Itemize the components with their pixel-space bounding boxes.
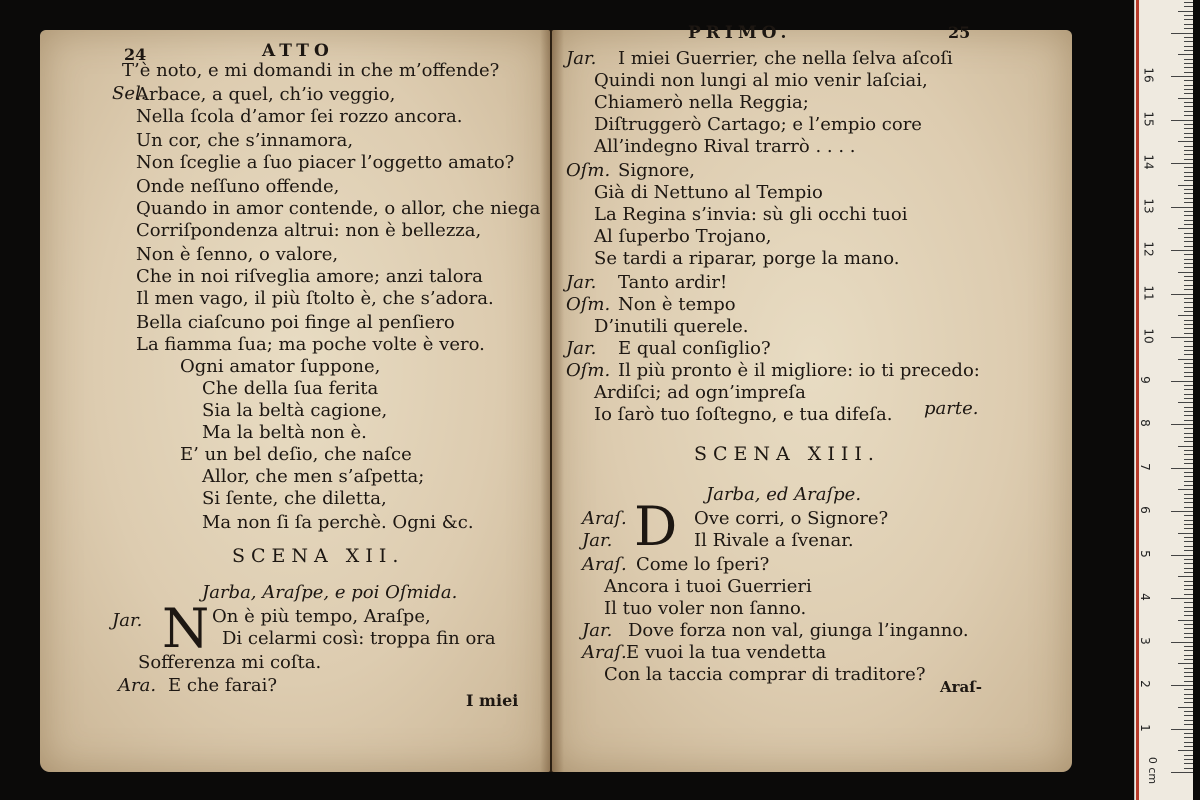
ruler-tick xyxy=(1184,2,1193,3)
ruler-tick xyxy=(1178,315,1193,316)
left-running-head: ATTO xyxy=(262,41,334,61)
ruler-tick xyxy=(1178,446,1193,447)
ruler-tick xyxy=(1184,50,1193,51)
ruler-tick xyxy=(1184,659,1193,660)
ruler-tick xyxy=(1184,220,1193,221)
ruler-number: 7 xyxy=(1137,462,1152,471)
ruler-tick xyxy=(1184,385,1193,386)
ruler-number: 8 xyxy=(1137,419,1152,427)
ruler-tick xyxy=(1184,341,1193,342)
dialogue-line: E qual conſiglio? xyxy=(618,338,771,359)
ruler-tick xyxy=(1184,254,1193,255)
dialogue-line: Già di Nettuno al Tempio xyxy=(594,182,823,203)
ruler-tick xyxy=(1184,711,1193,712)
ruler-tick xyxy=(1184,681,1193,682)
dialogue-line: Non è tempo xyxy=(618,294,736,315)
ruler-tick xyxy=(1171,120,1193,121)
ruler-number: 5 xyxy=(1137,549,1152,558)
ruler-tick xyxy=(1184,689,1193,690)
ruler-tick xyxy=(1178,185,1193,186)
ruler-tick xyxy=(1184,650,1193,651)
ruler-tick xyxy=(1184,46,1193,47)
ruler-tick xyxy=(1184,589,1193,590)
ruler-tick xyxy=(1178,141,1193,142)
ruler-tick xyxy=(1184,454,1193,455)
right-running-head: PRIMO. xyxy=(688,23,792,43)
ruler-tick xyxy=(1184,472,1193,473)
left-catchword: I miei xyxy=(466,691,519,710)
speaker-label: Jar. xyxy=(566,338,597,359)
ruler-tick xyxy=(1184,154,1193,155)
ruler-tick xyxy=(1184,263,1193,264)
ruler-tick xyxy=(1184,363,1193,364)
ruler-tick xyxy=(1171,468,1193,469)
ruler-tick xyxy=(1184,15,1193,16)
measurement-ruler xyxy=(1134,0,1193,800)
ruler-tick xyxy=(1184,633,1193,634)
ruler-tick xyxy=(1184,672,1193,673)
ruler-number: 0 cm xyxy=(1146,756,1160,785)
verse-line: Ma non ſi ſa perchè. Ogni &c. xyxy=(202,512,474,533)
ruler-tick xyxy=(1184,655,1193,656)
ruler-tick xyxy=(1184,19,1193,20)
speaker-jar: Jar. xyxy=(112,610,143,631)
ruler-tick xyxy=(1178,750,1193,751)
ruler-tick xyxy=(1184,124,1193,125)
ruler-tick xyxy=(1184,624,1193,625)
dialogue-line: Il tuo voler non ſanno. xyxy=(604,598,807,619)
verse-line: T’è noto, e mi domandi in che m’offende? xyxy=(122,60,500,81)
speaker-label: Oſm. xyxy=(566,360,611,381)
ruler-number: 16 xyxy=(1141,67,1156,83)
ruler-tick xyxy=(1171,337,1193,338)
ruler-tick xyxy=(1178,402,1193,403)
ruler-number: 13 xyxy=(1141,197,1156,214)
ruler-tick xyxy=(1171,642,1193,643)
ruler-tick xyxy=(1184,137,1193,138)
ruler-tick xyxy=(1184,115,1193,116)
ruler-tick xyxy=(1171,511,1193,512)
ruler-number: 6 xyxy=(1137,506,1152,514)
ruler-tick xyxy=(1184,89,1193,90)
speaker-label: Araſ. xyxy=(582,508,627,529)
dialogue-line: All’indegno Rival trarrò . . . . xyxy=(594,136,856,157)
ruler-tick xyxy=(1184,302,1193,303)
scene-xiii-title: SCENA XIII. xyxy=(694,443,880,465)
dialogue-line: Con la taccia comprar di traditore? xyxy=(604,664,926,685)
dialogue-line: Se tardi a riparar, porge la mano. xyxy=(594,248,900,269)
verse-line: Non ſceglie a ſuo piacer l’oggetto amato? xyxy=(136,152,515,173)
verse-line: Nella ſcola d’amor ſei rozzo ancora. xyxy=(136,106,463,127)
ruler-tick xyxy=(1184,546,1193,547)
ruler-tick xyxy=(1184,585,1193,586)
ruler-tick xyxy=(1184,581,1193,582)
ruler-tick xyxy=(1184,520,1193,521)
ruler-tick xyxy=(1184,602,1193,603)
ruler-tick xyxy=(1184,280,1193,281)
speaker-label: Jar. xyxy=(566,48,597,69)
ruler-tick xyxy=(1178,272,1193,273)
dialogue-line: Signore, xyxy=(618,160,696,181)
ruler-tick xyxy=(1184,150,1193,151)
ruler-tick xyxy=(1184,476,1193,477)
jar-line-3: Sofferenza mi coſta. xyxy=(138,652,322,673)
ruler-tick xyxy=(1184,646,1193,647)
ruler-tick xyxy=(1184,450,1193,451)
ruler-tick xyxy=(1184,494,1193,495)
ruler-tick xyxy=(1171,76,1193,77)
ruler-tick xyxy=(1184,202,1193,203)
ruler-tick xyxy=(1184,550,1193,551)
dialogue-line: Come lo ſperi? xyxy=(636,554,770,575)
verse-line: Che in noi riſveglia amore; anzi talora xyxy=(136,266,483,287)
ruler-number: 2 xyxy=(1137,680,1152,688)
scene-xii-title: SCENA XII. xyxy=(232,545,405,567)
ruler-tick xyxy=(1184,24,1193,25)
ruler-number: 10 xyxy=(1141,328,1156,344)
ruler-tick xyxy=(1184,733,1193,734)
ruler-tick xyxy=(1184,485,1193,486)
ruler-tick xyxy=(1184,481,1193,482)
verse-line: Sia la beltà cagione, xyxy=(202,400,388,421)
ruler-tick xyxy=(1184,559,1193,560)
ruler-tick xyxy=(1178,576,1193,577)
ruler-tick xyxy=(1184,320,1193,321)
ruler-tick xyxy=(1184,276,1193,277)
ruler-tick xyxy=(1184,189,1193,190)
verse-line: Si ſente, che diletta, xyxy=(202,488,387,509)
ruler-tick xyxy=(1184,367,1193,368)
ruler-tick xyxy=(1178,533,1193,534)
ruler-tick xyxy=(1178,11,1193,12)
ruler-tick xyxy=(1184,6,1193,7)
dialogue-line: Ove corri, o Signore? xyxy=(694,508,889,529)
ruler-tick xyxy=(1184,41,1193,42)
ruler-tick xyxy=(1178,98,1193,99)
ruler-number: 9 xyxy=(1137,375,1152,384)
ruler-tick xyxy=(1184,389,1193,390)
speaker-label: Araſ. xyxy=(582,642,627,663)
ruler-tick xyxy=(1184,498,1193,499)
ruler-tick xyxy=(1184,394,1193,395)
ruler-tick xyxy=(1184,93,1193,94)
ruler-tick xyxy=(1184,463,1193,464)
verse-line: E’ un bel deſio, che naſce xyxy=(180,444,412,465)
ruler-tick xyxy=(1178,489,1193,490)
ruler-tick xyxy=(1184,350,1193,351)
verse-line: Bella ciaſcuno poi finge al penſiero xyxy=(136,312,455,333)
verse-line: Ogni amator ſuppone, xyxy=(180,356,381,377)
ruler-tick xyxy=(1184,106,1193,107)
ruler-tick xyxy=(1184,80,1193,81)
ruler-tick xyxy=(1184,85,1193,86)
ruler-tick xyxy=(1184,211,1193,212)
ruler-tick xyxy=(1184,420,1193,421)
dialogue-line: I miei Guerrier, che nella ſelva aſcoſi xyxy=(618,48,953,69)
ruler-tick xyxy=(1184,72,1193,73)
ruler-tick xyxy=(1184,407,1193,408)
dialogue-line: Diſtruggerò Cartago; e l’empio core xyxy=(594,114,922,135)
dialogue-line: Ancora i tuoi Guerrieri xyxy=(604,576,812,597)
ruler-tick xyxy=(1184,215,1193,216)
ruler-tick xyxy=(1184,607,1193,608)
dialogue-line: D’inutili querele. xyxy=(594,316,749,337)
ruler-tick xyxy=(1184,668,1193,669)
ruler-tick xyxy=(1184,698,1193,699)
ruler-tick xyxy=(1184,267,1193,268)
ruler-tick xyxy=(1184,311,1193,312)
ruler-number: 3 xyxy=(1137,636,1152,645)
ruler-tick xyxy=(1184,628,1193,629)
verse-line: Arbace, a quel, ch’io veggio, xyxy=(136,84,396,105)
ruler-tick xyxy=(1184,246,1193,247)
right-page-number: 25 xyxy=(948,23,971,42)
ruler-tick xyxy=(1184,237,1193,238)
speaker-label: Jar. xyxy=(582,530,613,551)
dialogue-line: Chiamerò nella Reggia; xyxy=(594,92,809,113)
book-gutter xyxy=(540,30,564,772)
ruler-tick xyxy=(1184,198,1193,199)
ruler-tick xyxy=(1171,598,1193,599)
ruler-tick xyxy=(1184,37,1193,38)
speaker-label: Oſm. xyxy=(566,160,611,181)
ruler-tick xyxy=(1184,502,1193,503)
ruler-tick xyxy=(1184,128,1193,129)
speaker-label: Jar. xyxy=(566,272,597,293)
ruler-tick xyxy=(1171,685,1193,686)
verse-line: Che della ſua ferita xyxy=(202,378,379,399)
speaker-ara: Ara. xyxy=(118,675,157,696)
ruler-tick xyxy=(1171,250,1193,251)
ruler-tick xyxy=(1184,720,1193,721)
ruler-tick xyxy=(1178,359,1193,360)
dialogue-line: Al ſuperbo Trojano, xyxy=(594,226,772,247)
ruler-tick xyxy=(1184,528,1193,529)
ruler-tick xyxy=(1178,54,1193,55)
scene-xiii-cast: Jarba, ed Araſpe. xyxy=(706,484,862,505)
ruler-tick xyxy=(1184,437,1193,438)
ruler-tick xyxy=(1184,146,1193,147)
ruler-tick xyxy=(1184,159,1193,160)
ruler-tick xyxy=(1184,111,1193,112)
ruler-tick xyxy=(1184,515,1193,516)
verse-line: Ma la beltà non è. xyxy=(202,422,367,443)
ruler-tick xyxy=(1184,755,1193,756)
ruler-tick xyxy=(1184,102,1193,103)
ruler-tick xyxy=(1184,307,1193,308)
ruler-tick xyxy=(1184,354,1193,355)
ruler-tick xyxy=(1184,563,1193,564)
ruler-tick xyxy=(1184,524,1193,525)
dialogue-line: Quindi non lungi al mio venir laſciai, xyxy=(594,70,928,91)
ruler-tick xyxy=(1184,333,1193,334)
verse-line: Un cor, che s’innamora, xyxy=(136,130,354,151)
ruler-tick xyxy=(1184,346,1193,347)
jar-line-1: On è più tempo, Araſpe, xyxy=(212,606,431,627)
ruler-tick xyxy=(1171,163,1193,164)
speaker-label: Jar. xyxy=(582,620,613,641)
ruler-tick xyxy=(1184,676,1193,677)
ruler-tick xyxy=(1171,772,1193,773)
dialogue-line: Ardiſci; ad ogn’impreſa xyxy=(594,382,806,403)
ruler-tick xyxy=(1184,768,1193,769)
verse-line: Corriſpondenza altrui: non è bellezza, xyxy=(136,220,482,241)
ruler-tick xyxy=(1184,289,1193,290)
speaker-sel: Sel. xyxy=(112,83,147,104)
dialogue-line: Io ſarò tuo ſoſtegno, e tua difeſa. xyxy=(594,404,893,425)
ruler-tick xyxy=(1171,555,1193,556)
ruler-tick xyxy=(1184,759,1193,760)
ruler-number: 12 xyxy=(1141,241,1156,257)
left-page-number: 24 xyxy=(124,45,147,64)
dialogue-line: La Regina s’invia: sù gli occhi tuoi xyxy=(594,204,908,225)
ruler-tick xyxy=(1184,702,1193,703)
ruler-number: 11 xyxy=(1141,284,1156,301)
ruler-tick xyxy=(1184,459,1193,460)
ruler-tick xyxy=(1184,180,1193,181)
ruler-tick xyxy=(1184,376,1193,377)
ruler-tick xyxy=(1184,715,1193,716)
jar-line-2: Di celarmi così: troppa fin ora xyxy=(222,628,496,649)
ruler-tick xyxy=(1178,228,1193,229)
dropcap-d: D xyxy=(634,495,678,558)
ruler-tick xyxy=(1184,742,1193,743)
ruler-tick xyxy=(1171,424,1193,425)
verse-line: Quando in amor contende, o allor, che niega xyxy=(136,198,541,219)
ruler-tick xyxy=(1184,746,1193,747)
stage-direction-parte: parte. xyxy=(924,398,979,419)
ruler-tick xyxy=(1184,285,1193,286)
ruler-tick xyxy=(1184,63,1193,64)
dialogue-line: Il Rivale a ſvenar. xyxy=(694,530,854,551)
ruler-tick xyxy=(1184,67,1193,68)
ruler-tick xyxy=(1171,381,1193,382)
ruler-tick xyxy=(1171,33,1193,34)
ruler-tick xyxy=(1184,59,1193,60)
verse-line: La fiamma ſua; ma poche volte è vero. xyxy=(136,334,485,355)
ruler-tick xyxy=(1184,298,1193,299)
ruler-tick xyxy=(1184,193,1193,194)
ruler-number: 14 xyxy=(1141,154,1156,170)
ara-line: E che farai? xyxy=(168,675,278,696)
ruler-tick xyxy=(1171,207,1193,208)
ruler-tick xyxy=(1184,133,1193,134)
verse-line: Non è ſenno, o valore, xyxy=(136,244,339,265)
ruler-tick xyxy=(1184,415,1193,416)
ruler-number: 1 xyxy=(1137,723,1152,732)
ruler-tick xyxy=(1184,737,1193,738)
ruler-tick xyxy=(1178,663,1193,664)
dialogue-line: Dove forza non val, giunga l’inganno. xyxy=(628,620,969,641)
ruler-tick xyxy=(1184,411,1193,412)
ruler-number: 4 xyxy=(1137,593,1152,601)
ruler-tick xyxy=(1184,568,1193,569)
ruler-tick xyxy=(1184,398,1193,399)
dropcap-n: N xyxy=(162,597,210,660)
ruler-tick xyxy=(1178,620,1193,621)
speaker-label: Oſm. xyxy=(566,294,611,315)
verse-line: Il men vago, il più ſtolto è, che s’adora. xyxy=(136,288,494,309)
verse-line: Allor, che men s’aſpetta; xyxy=(202,466,425,487)
ruler-tick xyxy=(1184,433,1193,434)
right-catchword: Araſ- xyxy=(940,678,982,696)
ruler-tick xyxy=(1184,259,1193,260)
ruler-tick xyxy=(1184,637,1193,638)
ruler-tick xyxy=(1184,694,1193,695)
ruler-tick xyxy=(1184,763,1193,764)
ruler-tick xyxy=(1184,167,1193,168)
verse-line: Onde neſſuno offende, xyxy=(136,176,340,197)
ruler-tick xyxy=(1184,572,1193,573)
ruler-number: 15 xyxy=(1141,110,1156,127)
ruler-tick xyxy=(1184,541,1193,542)
speaker-label: Araſ. xyxy=(582,554,627,575)
ruler-tick xyxy=(1184,507,1193,508)
ruler-tick xyxy=(1184,594,1193,595)
ruler-tick xyxy=(1184,28,1193,29)
dialogue-line: Il più pronto è il migliore: io ti precedo: xyxy=(618,360,980,381)
ruler-tick xyxy=(1184,611,1193,612)
ruler-tick xyxy=(1184,224,1193,225)
ruler-tick xyxy=(1184,615,1193,616)
ruler-tick xyxy=(1184,724,1193,725)
ruler-tick xyxy=(1184,537,1193,538)
ruler-tick xyxy=(1184,324,1193,325)
ruler-tick xyxy=(1184,328,1193,329)
ruler-tick xyxy=(1184,372,1193,373)
ruler-tick xyxy=(1184,233,1193,234)
ruler-tick xyxy=(1178,707,1193,708)
ruler-tick xyxy=(1184,441,1193,442)
dialogue-line: E vuoi la tua vendetta xyxy=(626,642,827,663)
dialogue-line: Tanto ardir! xyxy=(618,272,728,293)
ruler-tick xyxy=(1171,729,1193,730)
ruler-tick xyxy=(1184,176,1193,177)
ruler-tick xyxy=(1184,241,1193,242)
ruler-tick xyxy=(1184,172,1193,173)
ruler-tick xyxy=(1171,294,1193,295)
ruler-tick xyxy=(1184,428,1193,429)
scene-xii-cast: Jarba, Araſpe, e poi Oſmida. xyxy=(202,582,458,603)
